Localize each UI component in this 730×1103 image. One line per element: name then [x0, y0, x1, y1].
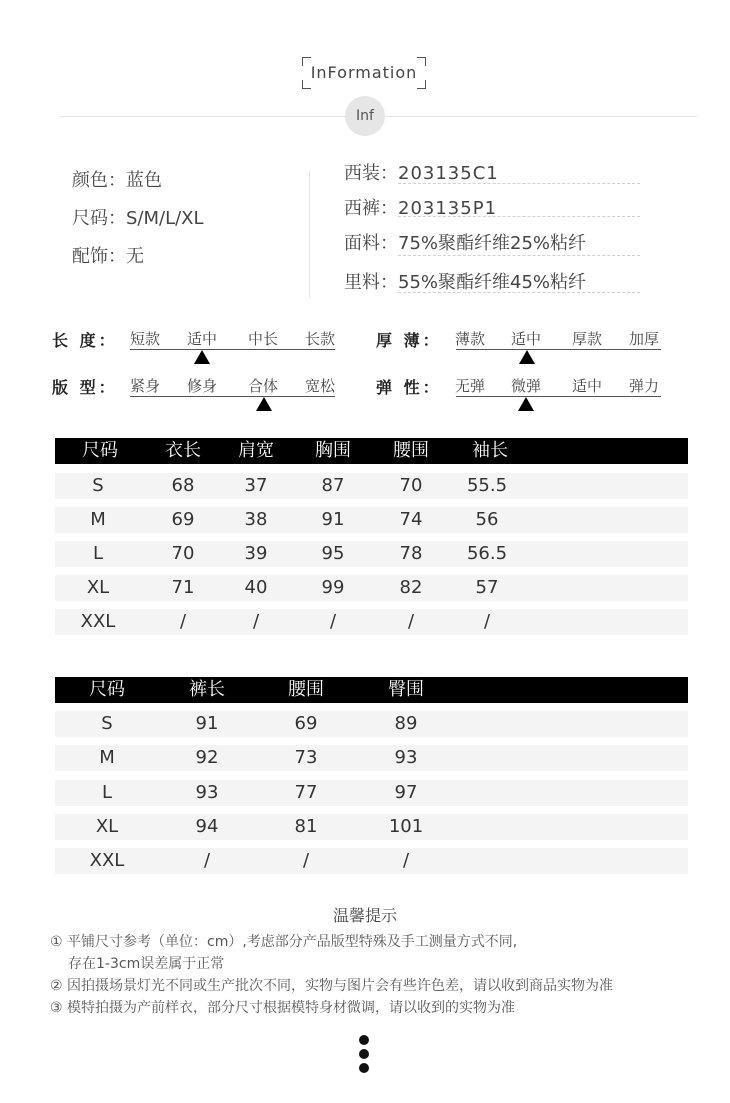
- info-value: 75%聚酯纤维25%粘纤: [398, 233, 587, 254]
- section-badge: Inf: [345, 96, 385, 136]
- indicator-option: 宽松: [305, 377, 336, 395]
- info-fabric: [344, 229, 640, 255]
- column-header: 胸围: [315, 440, 351, 461]
- note-item: ② 因拍摄场景灯光不同或生产批次不同，实物与图片会有些许色差，请以收到商品实物为准: [50, 978, 613, 994]
- table-cell: 95: [321, 543, 345, 564]
- table-row: [55, 780, 688, 806]
- column-header: 尺码: [82, 440, 118, 461]
- table-row: [55, 541, 688, 567]
- table-cell: 38: [244, 509, 268, 530]
- table-cell: 89: [394, 713, 418, 734]
- column-header: 腰围: [393, 440, 429, 461]
- column-header: 尺码: [89, 679, 125, 700]
- table-cell: 56.5: [466, 543, 508, 564]
- column-header: 腰围: [288, 679, 324, 700]
- table-cell: L: [92, 543, 104, 564]
- indicator-marker-icon: [194, 350, 210, 364]
- indicator-option: 适中: [511, 330, 542, 348]
- decorative-dot-icon: [359, 1049, 369, 1059]
- table-cell: 93: [394, 747, 418, 768]
- note-item: ③ 模特拍摄为产前样衣，部分尺寸根据模特身材微调，请以收到的实物为准: [50, 1000, 515, 1016]
- table-row: [55, 745, 688, 771]
- table-cell: 56: [475, 509, 499, 530]
- note-item: ① 平铺尺寸参考（单位：cm）,考虑部分产品版型特殊及手工测量方式不同,: [50, 934, 518, 950]
- table-cell: XL: [95, 816, 119, 837]
- info-label: 面料：: [344, 233, 398, 254]
- table-row: [55, 507, 688, 533]
- table-cell: 87: [321, 475, 345, 496]
- table-cell: XXL: [89, 850, 125, 871]
- frame-corner: [417, 57, 426, 66]
- info-label: 尺码：: [72, 208, 126, 229]
- indicator-track: [130, 349, 335, 350]
- table-cell: 37: [244, 475, 268, 496]
- table-cell: 92: [195, 747, 219, 768]
- table-cell: 69: [171, 509, 195, 530]
- info-value: 203135P1: [398, 198, 498, 219]
- table-cell: 71: [171, 577, 195, 598]
- indicator-option: 紧身: [130, 377, 161, 395]
- info-value: 蓝色: [126, 170, 162, 191]
- info-value: 无: [126, 246, 144, 267]
- table-cell: 70: [399, 475, 423, 496]
- info-divider: [309, 170, 310, 298]
- indicator-label-length: 长 度：: [52, 331, 118, 350]
- indicator-option: 适中: [572, 377, 603, 395]
- info-label: 西装：: [344, 163, 398, 184]
- table-cell: 81: [294, 816, 318, 837]
- table-row: [55, 814, 688, 840]
- table-cell: 69: [294, 713, 318, 734]
- table-cell: 73: [294, 747, 318, 768]
- column-header: 裤长: [189, 679, 225, 700]
- info-value: S/M/L/XL: [126, 208, 204, 229]
- frame-corner: [417, 80, 426, 89]
- indicator-option: 长款: [305, 330, 336, 348]
- pants-table-header: [55, 677, 688, 703]
- table-cell: 99: [321, 577, 345, 598]
- frame-corner: [302, 80, 311, 89]
- table-row: [55, 848, 688, 874]
- info-jacket-code: [344, 159, 640, 185]
- column-header: 臀围: [388, 679, 424, 700]
- table-cell: L: [101, 782, 113, 803]
- table-cell: /: [329, 611, 337, 632]
- info-label: 颜色：: [72, 170, 126, 191]
- indicator-option: 微弹: [511, 377, 542, 395]
- table-cell: 77: [294, 782, 318, 803]
- info-value: 55%聚酯纤维45%粘纤: [398, 272, 587, 293]
- table-cell: 55.5: [466, 475, 508, 496]
- table-cell: 70: [171, 543, 195, 564]
- table-row: [55, 473, 688, 499]
- table-cell: 91: [195, 713, 219, 734]
- decorative-dot-icon: [359, 1035, 369, 1045]
- info-label: 西裤：: [344, 198, 398, 219]
- dotted-underline: [398, 183, 640, 184]
- table-row: [55, 609, 688, 635]
- table-cell: /: [402, 850, 410, 871]
- table-cell: 68: [171, 475, 195, 496]
- indicator-option: 薄款: [455, 330, 486, 348]
- table-cell: 40: [244, 577, 268, 598]
- table-cell: /: [203, 850, 211, 871]
- indicator-option: 修身: [187, 377, 218, 395]
- table-cell: 57: [475, 577, 499, 598]
- info-label: 里料：: [344, 272, 398, 293]
- info-label: 配饰：: [72, 246, 126, 267]
- info-lining: [344, 268, 640, 294]
- table-row: [55, 711, 688, 737]
- table-cell: /: [302, 850, 310, 871]
- table-cell: /: [179, 611, 187, 632]
- table-cell: S: [92, 475, 104, 496]
- dotted-underline: [398, 216, 640, 217]
- indicator-option: 厚款: [572, 330, 603, 348]
- table-cell: /: [483, 611, 491, 632]
- indicator-label-fit: 版 型：: [52, 378, 118, 397]
- table-cell: /: [252, 611, 260, 632]
- section-title-frame: [302, 57, 426, 89]
- indicator-track: [456, 396, 661, 397]
- note-item: 存在1-3cm误差属于正常: [68, 956, 225, 972]
- indicator-marker-icon: [256, 397, 272, 411]
- table-cell: 97: [394, 782, 418, 803]
- notes-title: 温馨提示: [332, 906, 397, 925]
- table-cell: 78: [399, 543, 423, 564]
- indicator-track: [130, 396, 335, 397]
- table-cell: 101: [388, 816, 424, 837]
- indicator-option: 短款: [130, 330, 161, 348]
- indicator-option: 弹力: [629, 377, 660, 395]
- dotted-underline: [398, 292, 640, 293]
- info-accessory: [72, 242, 144, 268]
- table-cell: 82: [399, 577, 423, 598]
- indicator-marker-icon: [518, 397, 534, 411]
- indicator-label-elasticity: 弹 性：: [376, 378, 442, 397]
- column-header: 衣长: [165, 440, 201, 461]
- indicator-option: 加厚: [629, 330, 660, 348]
- table-cell: S: [101, 713, 113, 734]
- table-cell: 74: [399, 509, 423, 530]
- table-cell: 94: [195, 816, 219, 837]
- info-size: [72, 204, 204, 230]
- indicator-track: [456, 349, 661, 350]
- info-color: [72, 166, 162, 192]
- jacket-table-header: [55, 438, 688, 464]
- info-value: 203135C1: [398, 163, 499, 184]
- indicator-option: 无弹: [455, 377, 486, 395]
- table-cell: 39: [244, 543, 268, 564]
- table-cell: XL: [86, 577, 110, 598]
- table-cell: M: [90, 509, 106, 530]
- indicator-marker-icon: [519, 350, 535, 364]
- section-title: InFormation: [310, 63, 418, 82]
- indicator-option: 中长: [248, 330, 279, 348]
- indicator-option: 合体: [248, 377, 279, 395]
- column-header: 袖长: [472, 440, 508, 461]
- table-cell: M: [99, 747, 115, 768]
- table-cell: XXL: [80, 611, 116, 632]
- table-cell: 93: [195, 782, 219, 803]
- column-header: 肩宽: [238, 440, 274, 461]
- indicator-label-thickness: 厚 薄：: [376, 331, 442, 350]
- table-cell: 91: [321, 509, 345, 530]
- indicator-option: 适中: [187, 330, 218, 348]
- frame-corner: [302, 57, 311, 66]
- table-row: [55, 575, 688, 601]
- dotted-underline: [398, 255, 640, 256]
- table-cell: /: [407, 611, 415, 632]
- decorative-dot-icon: [359, 1063, 369, 1073]
